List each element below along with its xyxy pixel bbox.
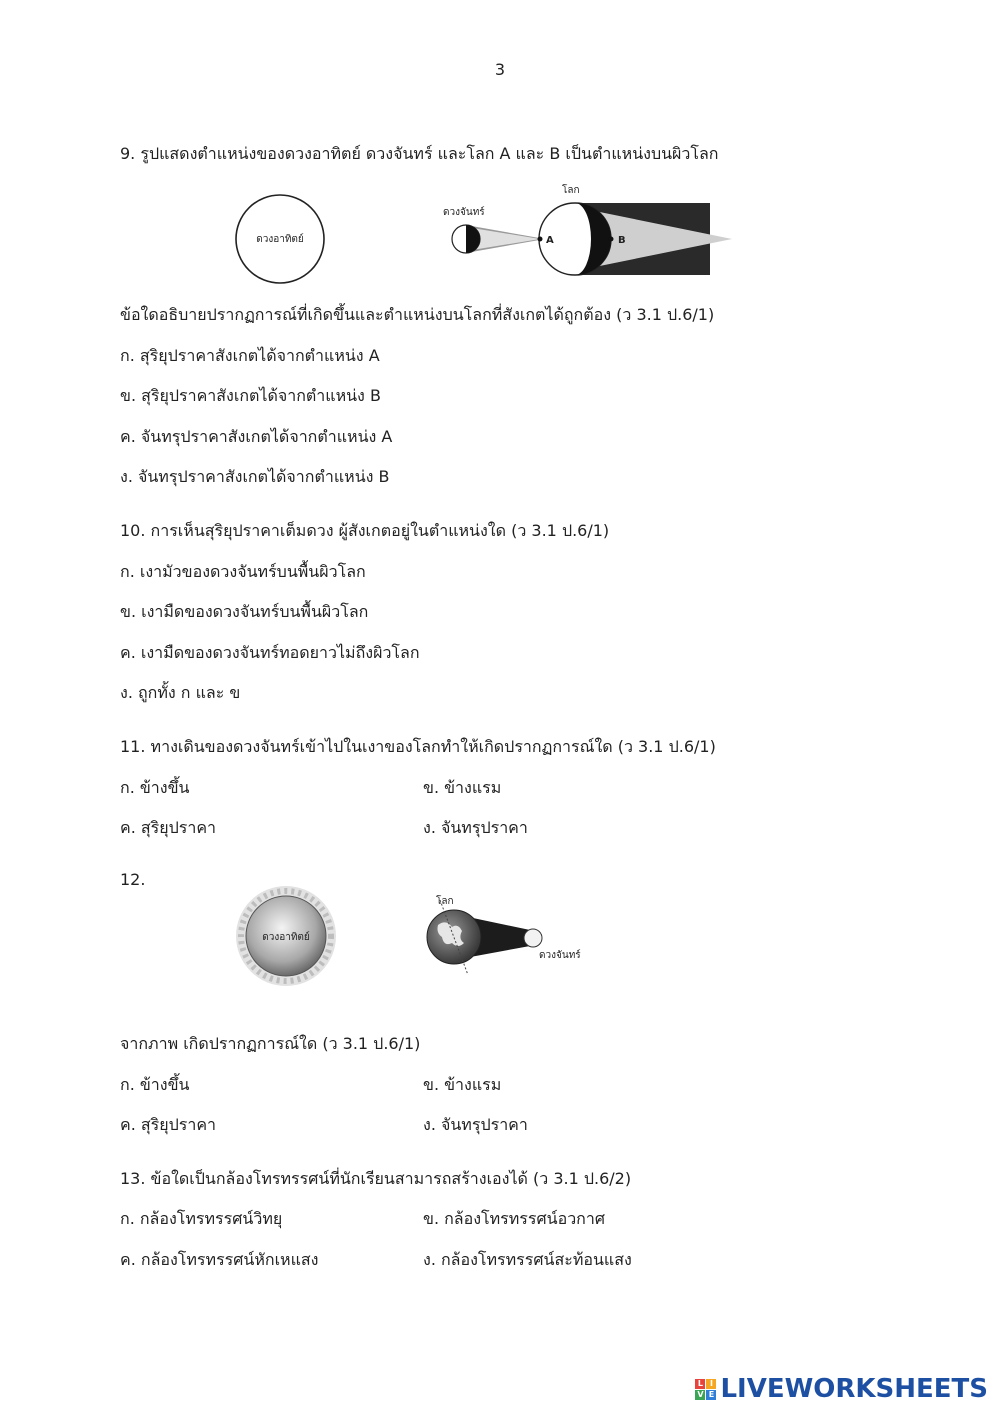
- q9-point-b-dot: [609, 237, 614, 242]
- q9-point-a-dot: [538, 237, 543, 242]
- q11-choice-b[interactable]: ข. ข้างแรม: [423, 778, 502, 797]
- q9-moon-label: ดวงจันทร์: [443, 207, 485, 218]
- q13-choice-c[interactable]: ค. กล้องโทรทรรศน์หักเหแสง: [120, 1250, 319, 1269]
- q12-moon: [524, 929, 542, 947]
- q9-choice-b[interactable]: ข. สุริยุปราคาสังเกตได้จากตำแหน่ง B: [120, 386, 381, 405]
- q12-earth-label: โลก: [436, 896, 454, 907]
- q12-diagram: [230, 880, 600, 990]
- q11-choice-c[interactable]: ค. สุริยุปราคา: [120, 818, 217, 837]
- q12-choice-d[interactable]: ง. จันทรุปราคา: [423, 1115, 528, 1134]
- liveworksheets-logo: [695, 1374, 988, 1404]
- q9-diagram: [230, 175, 740, 290]
- q9-sun-label: ดวงอาทิตย์: [256, 234, 304, 245]
- q9-point-b: B: [618, 235, 626, 246]
- q10-choice-c[interactable]: ค. เงามืดของดวงจันทร์ทอดยาวไม่ถึงผิวโลก: [120, 643, 420, 662]
- q12-prompt: จากภาพ เกิดปรากฏการณ์ใด (ว 3.1 ป.6/1): [120, 1034, 421, 1053]
- q12-choice-c[interactable]: ค. สุริยุปราคา: [120, 1115, 217, 1134]
- page-number: 3: [494, 60, 506, 79]
- q9-choice-c[interactable]: ค. จันทรุปราคาสังเกตได้จากตำแหน่ง A: [120, 427, 393, 446]
- q10-choice-a[interactable]: ก. เงามัวของดวงจันทร์บนพื้นผิวโลก: [120, 562, 366, 581]
- q12-choice-a[interactable]: ก. ข้างขึ้น: [120, 1075, 190, 1094]
- q9-point-a: A: [546, 235, 554, 246]
- q9-earth-label: โลก: [562, 185, 580, 196]
- q9-choice-a[interactable]: ก. สุริยุปราคาสังเกตได้จากตำแหน่ง A: [120, 346, 380, 365]
- q10-question: 10. การเห็นสุริยุปราคาเต็มดวง ผู้สังเกตอยู่ในตำแหน่งใด (ว 3.1 ป.6/1): [120, 521, 610, 540]
- q10-choice-b[interactable]: ข. เงามืดของดวงจันทร์บนพื้นผิวโลก: [120, 602, 369, 621]
- q13-choice-d[interactable]: ง. กล้องโทรทรรศน์สะท้อนแสง: [423, 1250, 632, 1269]
- q12-choice-b[interactable]: ข. ข้างแรม: [423, 1075, 502, 1094]
- q10-choice-d[interactable]: ง. ถูกทั้ง ก และ ข: [120, 683, 241, 702]
- q13-question: 13. ข้อใดเป็นกล้องโทรทรรศน์ที่นักเรียนสามารถสร้างเองได้ (ว 3.1 ป.6/2): [120, 1169, 632, 1188]
- q13-choice-b[interactable]: ข. กล้องโทรทรรศน์อวกาศ: [423, 1209, 606, 1228]
- q11-question: 11. ทางเดินของดวงจันทร์เข้าไปในเงาของโลกทำให้เกิดปรากฏการณ์ใด (ว 3.1 ป.6/1): [120, 737, 716, 756]
- q12-number: 12.: [120, 870, 146, 889]
- q9-prompt: ข้อใดอธิบายปรากฏการณ์ที่เกิดขึ้นและตำแหน่งบนโลกที่สังเกตได้ถูกต้อง (ว 3.1 ป.6/1): [120, 305, 715, 324]
- q9-question: 9. รูปแสดงตำแหน่งของดวงอาทิตย์ ดวงจันทร์ และโลก A และ B เป็นตำแหน่งบนผิวโลก: [120, 144, 719, 163]
- q13-choice-a[interactable]: ก. กล้องโทรทรรศน์วิทยุ: [120, 1209, 283, 1228]
- q9-choice-d[interactable]: ง. จันทรุปราคาสังเกตได้จากตำแหน่ง B: [120, 467, 390, 486]
- q11-choice-d[interactable]: ง. จันทรุปราคา: [423, 818, 528, 837]
- q11-choice-a[interactable]: ก. ข้างขึ้น: [120, 778, 190, 797]
- q12-sun-label: ดวงอาทิตย์: [262, 932, 310, 943]
- liveworksheets-logo-text: LIVEWORKSHEETS: [720, 1374, 988, 1404]
- q12-moon-label: ดวงจันทร์: [539, 950, 581, 961]
- liveworksheets-logo-icon: L I V E: [695, 1379, 716, 1400]
